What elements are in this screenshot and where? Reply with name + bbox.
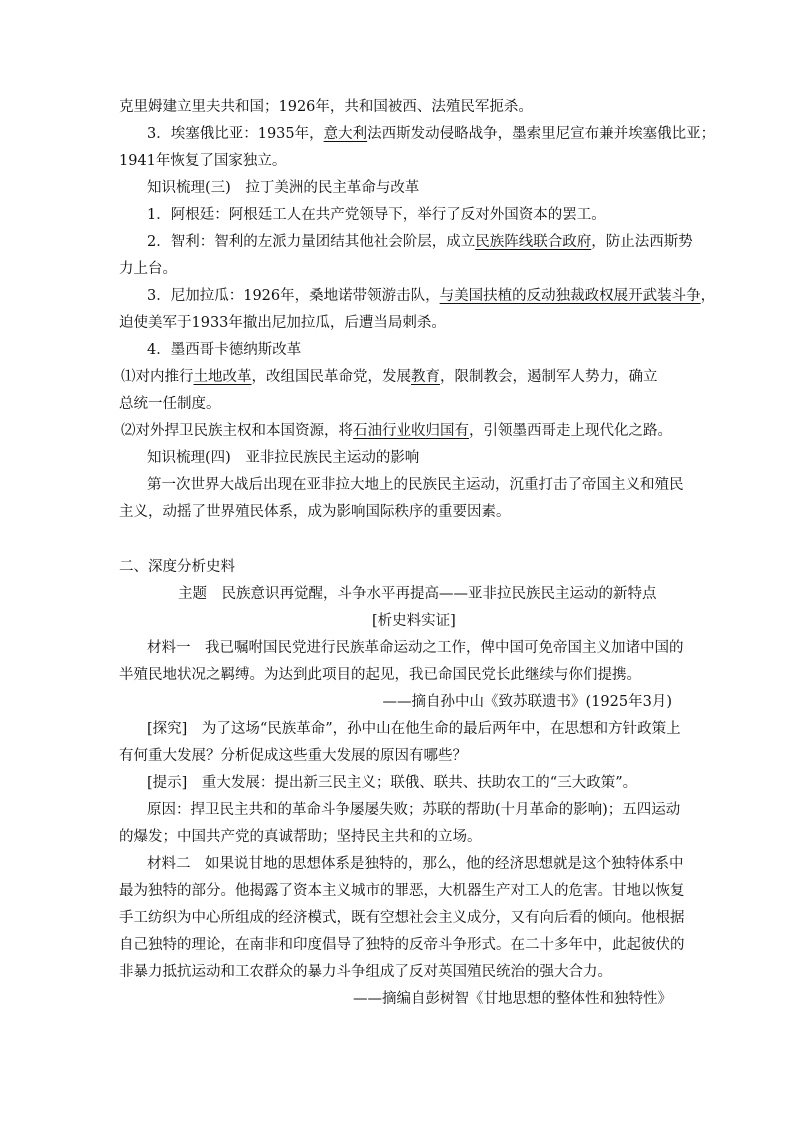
text-line: 2．智利：智利的左派力量团结其他社会阶层，成立民族阵线联合政府，防止法西斯势 xyxy=(147,234,693,250)
text-line: 第一次世界大战后出现在亚非拉大地上的民族民主运动，沉重打击了帝国主义和殖民 xyxy=(147,477,684,493)
text-line: 1．阿根廷：阿根廷工人在共产党领导下，举行了反对外国资本的罢工。 xyxy=(147,207,606,223)
text-line: 克里姆建立里夫共和国；1926年，共和国被西、法殖民军扼杀。 xyxy=(119,99,533,115)
text-line: [提示] 重大发展：提出新三民主义；联俄、联共、扶助农工的“三大政策”。 xyxy=(147,775,638,791)
underlined-term: 教育 xyxy=(411,369,440,385)
theme-heading: 主题 民族意识再觉醒，斗争水平再提高——亚非拉民族民主运动的新特点 xyxy=(178,586,657,602)
underlined-term: 民族阵线联合政府 xyxy=(475,234,592,250)
text-line: 迫使美军于1933年撤出尼加拉瓜，后遭当局刺杀。 xyxy=(119,315,446,331)
citation: ——摘自孙中山《致苏联遗书》(1925年3月) xyxy=(382,694,672,710)
section-heading: 知识梳理(四) 亚非拉民族民主运动的影响 xyxy=(147,450,420,466)
text-line: 自己独特的理论，在南非和印度倡导了独特的反帝斗争形式。在二十多年中，此起彼伏的 xyxy=(119,937,685,953)
underlined-term: 土地改革 xyxy=(193,369,252,385)
text-line: [探究] 为了这场“民族革命”，孙中山在他生命的最后两年中，在思想和方针政策上 xyxy=(147,721,681,737)
citation: ——摘编自彭树智《甘地思想的整体性和独特性》 xyxy=(353,991,672,1007)
text-line: 3．埃塞俄比亚：1935年，意大利法西斯发动侵略战争，墨索里尼宣布兼并埃塞俄比亚； xyxy=(147,126,716,142)
subsection-label: [析史料实证] xyxy=(372,613,456,629)
text-line: 材料二 如果说甘地的思想体系是独特的，那么，他的经济思想就是这个独特体系中 xyxy=(147,856,684,872)
text-line: 半殖民地状况之羁缚。为达到此项目的起见，我已命国民党长此继续与你们提携。 xyxy=(119,667,641,683)
underlined-term: 意大利 xyxy=(323,126,368,142)
text-line: 有何重大发展？分析促成这些重大发展的原因有哪些？ xyxy=(119,748,467,764)
text-line: 最为独特的部分。他揭露了资本主义城市的罪恶，大机器生产对工人的危害。甘地以恢复 xyxy=(119,883,685,899)
section-heading: 知识梳理(三) 拉丁美洲的民主革命与改革 xyxy=(147,180,420,196)
text-line: ⑴对内推行土地改革，改组国民革命党，发展教育，限制教会，遏制军人势力，确立 xyxy=(121,369,658,385)
text-line: 1941年恢复了国家独立。 xyxy=(119,153,287,169)
section-heading: 二、深度分析史料 xyxy=(119,559,235,575)
text-line: 手工纺织为中心所组成的经济模式，既有空想社会主义成分，又有向后看的倾向。他根据 xyxy=(119,910,685,926)
text-line: 主义，动摇了世界殖民体系，成为影响国际秩序的重要因素。 xyxy=(119,504,511,520)
text-line: 的爆发；中国共产党的真诚帮助；坚持民主共和的立场。 xyxy=(119,829,482,845)
text-line: 非暴力抵抗运动和工农群众的暴力斗争组成了反对英国殖民统治的强大合力。 xyxy=(119,964,612,980)
text-line: 原因：捍卫民主共和的革命斗争屡屡失败；苏联的帮助(十月革命的影响)；五四运动 xyxy=(147,802,681,818)
text-line: 4．墨西哥卡德纳斯改革 xyxy=(147,342,302,358)
text-line: 力上台。 xyxy=(119,261,177,277)
underlined-term: 石油行业收归国有 xyxy=(353,423,469,439)
text-line: ⑵对外捍卫民族主权和本国资源，将石油行业收归国有，引领墨西哥走上现代化之路。 xyxy=(121,423,672,439)
text-line: 总统一任制度。 xyxy=(119,396,221,412)
text-line: 3．尼加拉瓜：1926年，桑地诺带领游击队，与美国扶植的反动独裁政权展开武装斗争， xyxy=(147,288,716,304)
text-line: 材料一 我已嘱咐国民党进行民族革命运动之工作，俾中国可免帝国主义加诸中国的 xyxy=(147,640,684,656)
underlined-term: 与美国扶植的反动独裁政权展开武装斗争 xyxy=(439,288,701,304)
